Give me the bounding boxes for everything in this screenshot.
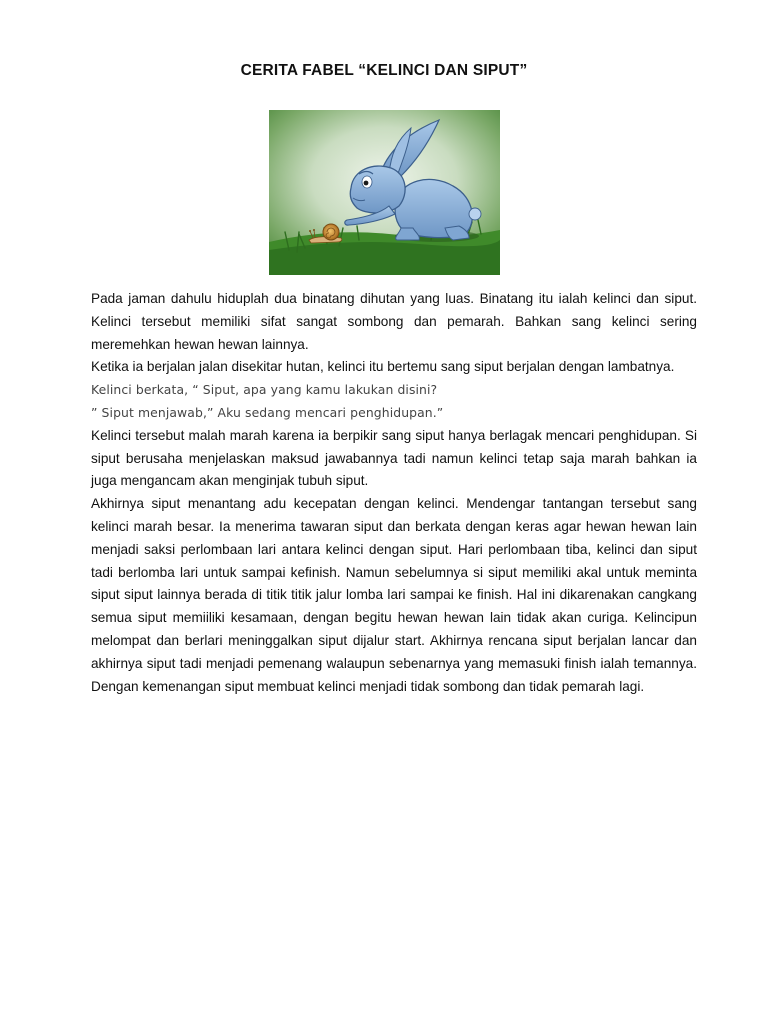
story-text: [91, 288, 697, 698]
story-paragraph: Kelinci tersebut malah marah karena ia berpikir sang siput hanya berlagak mencari penghidupan. Si siput berusaha menjelaskan maksud jawabannya tadi namun kelinci tetap saja marah bahkan ia juga mengancam akan menginjak tubuh siput.: [91, 427, 697, 489]
rabbit-and-snail-illustration: [269, 110, 500, 275]
story-paragraph: Ketika ia berjalan jalan disekitar hutan, kelinci itu bertemu sang siput berjalan dengan lambatnya.: [91, 359, 675, 375]
dialog-line: Kelinci berkata, “ Siput, apa yang kamu lakukan disini?: [91, 382, 438, 398]
story-paragraph: Akhirnya siput menantang adu kecepatan dengan kelinci. Mendengar tantangan tersebut sang kelinci marah besar. Ia menerima tawaran siput dan berkata dengan keras agar hewan hewan lain menjadi saksi perlombaan lari antara kelinci dengan siput. Hari perlombaan tiba, kelinci dan siput tadi berlomba lari untuk sampai kefinish. Namun sebelumnya si siput memiliki akal untuk meminta siput siput lainnya berada di titik titik jalur lomba lari sampai ke finish. Hal ini dikarenakan cangkang semua siput memiiliki kesamaan, dengan begitu hewan hewan lain tidak akan curiga. Kelincipun melompat dan berlari meninggalkan siput dijalur start. Akhirnya rencana siput berjalan lancar dan akhirnya siput tadi menjadi pemenang walaupun sebenarnya yang memasuki finish ialah temannya. Dengan kemenangan siput membuat kelinci menjadi tidak sombong dan tidak pemarah lagi.: [91, 496, 697, 694]
page-title: CERITA FABEL “KELINCI DAN SIPUT”: [240, 62, 528, 79]
story-paragraph: Pada jaman dahulu hiduplah dua binatang dihutan yang luas. Binatang itu ialah kelinci dan siput. Kelinci tersebut memiliki sifat sangat sombong dan pemarah. Bahkan sang kelinci sering meremehkan hewan hewan lainnya.: [91, 291, 697, 352]
dialog-line: ” Siput menjawab,” Aku sedang mencari penghidupan.”: [91, 404, 444, 420]
